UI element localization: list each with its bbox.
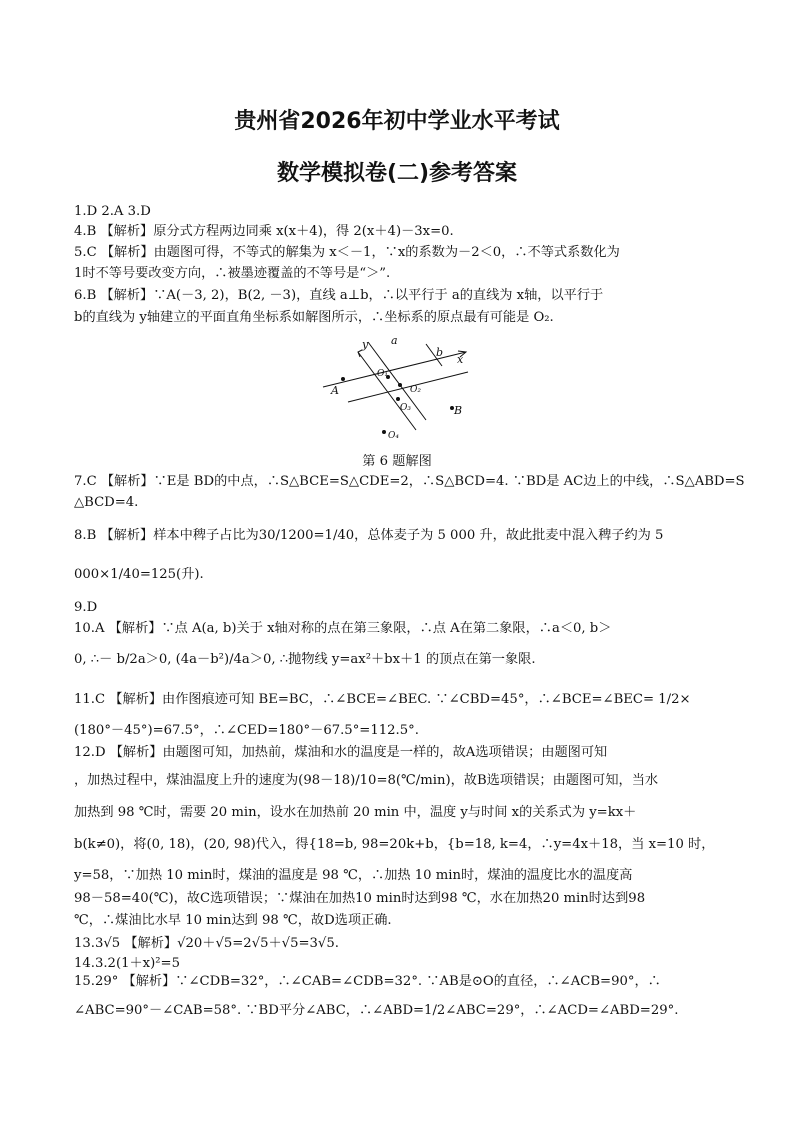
answer-line: ，加热过程中，煤油温度上升的速度为(98－18)/10=8(℃/min)，故B选项错误；由题图可知，当水 — [74, 773, 659, 788]
label-O2: O₂ — [410, 385, 421, 395]
point-o2 — [398, 383, 402, 387]
label-O3: O₃ — [400, 403, 411, 413]
answer-line: 8.B 【解析】样本中稗子占比为30/1200=1/40，总体麦子为 5 000 升，故此批麦中混入稗子约为 5 — [74, 528, 664, 543]
line-a-1 — [368, 342, 426, 420]
answer-line: b的直线为 y轴建立的平面直角坐标系如解图所示，∴坐标系的原点最有可能是 O₂. — [74, 310, 554, 325]
point-o4 — [382, 430, 386, 434]
answer-line: 加热到 98 ℃时，需要 20 min，设水在加热前 20 min 中，温度 y与时间 x的关系式为 y=kx＋ — [74, 805, 637, 820]
answer-line: 000×1/40=125(升). — [74, 567, 204, 582]
exam-title: 贵州省2026年初中学业水平考试 — [234, 109, 560, 134]
answer-line: 0, ∴－ b/2a＞0, (4a－b²)/4a＞0, ∴抛物线 y=ax²＋bx＋1 的顶点在第一象限. — [74, 652, 536, 667]
answer-line: 10.A 【解析】∵点 A(a, b)关于 x轴对称的点在第三象限，∴点 A在第二象限，∴a＜0, b＞ — [74, 621, 612, 636]
answer-line: 1.D 2.A 3.D — [74, 204, 151, 219]
x-axis — [323, 352, 466, 387]
answer-line: ∠ABC=90°－∠CAB=58°. ∵BD平分∠ABC，∴∠ABD=1/2∠ABC=29°，∴∠ACD=∠ABD=29°. — [74, 1003, 679, 1018]
point-o3 — [396, 397, 400, 401]
label-b: b — [436, 346, 444, 359]
answer-line: b(k≠0)，将(0, 18)，(20, 98)代入，得{18=b, 98=20k+b，{b=18, k=4，∴y=4x＋18，当 x=10 时， — [74, 837, 715, 852]
answer-line: 14.3.2(1＋x)²=5 — [74, 956, 180, 971]
answer-line: 7.C 【解析】∵E是 BD的中点，∴S△BCE=S△CDE=2，∴S△BCD=4. ∵BD是 AC边上的中线，∴S△ABD=S — [74, 474, 745, 489]
answer-line: 1时不等号要改变方向，∴被墨迹覆盖的不等号是“＞”. — [74, 266, 391, 281]
answer-line: 9.D — [74, 600, 98, 615]
answer-line: (180°－45°)=67.5°，∴∠CED=180°－67.5°=112.5°. — [74, 723, 419, 738]
label-A: A — [331, 384, 339, 397]
label-B: B — [454, 404, 463, 417]
answer-line: △BCD=4. — [74, 495, 139, 510]
label-O4: O₄ — [388, 431, 399, 441]
answer-line: 6.B 【解析】∵A(－3, 2)，B(2, －3)，直线 a⊥b，∴以平行于 a的直线为 x轴，以平行于 — [74, 288, 604, 303]
label-y: y — [362, 338, 369, 351]
answer-line: 11.C 【解析】由作图痕迹可知 BE=BC，∴∠BCE=∠BEC. ∵∠CBD=45°，∴∠BCE=∠BEC= 1/2× — [74, 692, 691, 707]
answer-line: 98－58=40(℃)，故C选项错误；∵煤油在加热10 min时达到98 ℃，水在加热20 min时达到98 — [74, 891, 646, 906]
coordinate-figure — [318, 332, 478, 447]
label-O1: O₁ — [377, 369, 388, 379]
solution-figure-q6 — [318, 332, 478, 447]
label-a: a — [391, 334, 398, 347]
answer-line: 13.3√5 【解析】√20＋√5=2√5＋√5=3√5. — [74, 936, 339, 951]
answer-line: y=58，∵加热 10 min时，煤油的温度是 98 ℃，∴加热 10 min时，煤油的温度比水的温度高 — [74, 868, 633, 883]
point-a — [341, 377, 345, 381]
answer-line: 15.29° 【解析】∵∠CDB=32°，∴∠CAB=∠CDB=32°. ∵AB是⊙O的直径，∴∠ACB=90°，∴ — [74, 974, 661, 989]
label-x: x — [457, 353, 464, 366]
answer-key-title: 数学模拟卷(二)参考答案 — [276, 161, 518, 186]
answer-line: 5.C 【解析】由题图可得，不等式的解集为 x＜－1，∵x的系数为－2＜0，∴不等式系数化为 — [74, 245, 620, 260]
answer-line: 4.B 【解析】原分式方程两边同乘 x(x＋4)，得 2(x＋4)－3x=0. — [74, 224, 454, 239]
line-y-axis — [358, 352, 416, 430]
answer-line: 12.D 【解析】由题图可知，加热前，煤油和水的温度是一样的，故A选项错误；由题图可知 — [74, 745, 608, 760]
figure-caption: 第 6 题解图 — [362, 454, 432, 469]
answer-line: ℃，∴煤油比水早 10 min达到 98 ℃，故D选项正确. — [74, 913, 392, 928]
